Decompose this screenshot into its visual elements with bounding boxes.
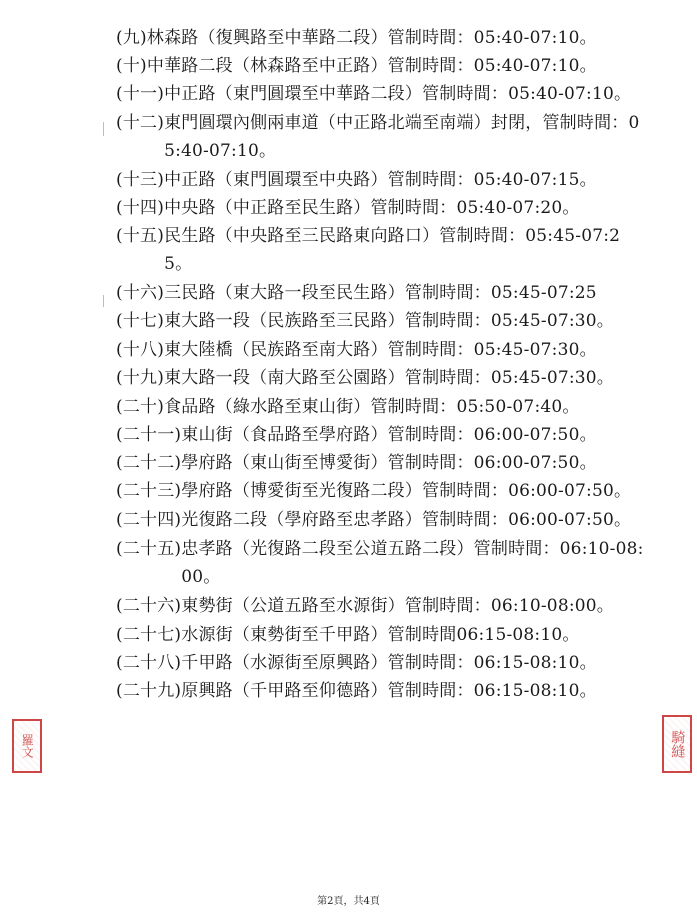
item-number: (十二) — [116, 113, 165, 133]
item-number: (二十) — [116, 397, 165, 417]
list-item — [116, 80, 646, 108]
item-number: (二十九) — [116, 681, 182, 701]
item-number: (二十七) — [116, 625, 182, 645]
item-text: 原興路（千甲路至仰德路）管制時間：06:15-08:10。 — [181, 681, 597, 701]
scan-mark — [103, 122, 104, 136]
item-number: (二十一) — [116, 425, 182, 445]
item-text: 東大陸橋（民族路至南大路）管制時間：05:45-07:30。 — [164, 340, 597, 360]
list-item — [116, 307, 646, 335]
item-number: (二十二) — [116, 453, 182, 473]
list-item — [116, 649, 646, 677]
list-item — [116, 506, 646, 534]
item-text: 東大路一段（民族路至三民路）管制時間：05:45-07:30。 — [164, 311, 615, 331]
item-number: (十七) — [116, 311, 165, 331]
item-number: (十一) — [116, 84, 165, 104]
item-number: (十) — [116, 56, 147, 76]
list-item — [116, 364, 646, 392]
list-item — [116, 109, 646, 165]
list-item — [116, 421, 646, 449]
list-item — [116, 477, 646, 505]
item-number: (十八) — [116, 340, 165, 360]
list-item — [116, 336, 646, 364]
left-seal-stamp: 羅文 — [12, 719, 42, 773]
list-item — [116, 222, 646, 278]
item-number: (十五) — [116, 226, 165, 246]
item-text: 中正路（東門圓環至中華路二段）管制時間：05:40-07:10。 — [164, 84, 632, 104]
item-number: (十六) — [116, 283, 165, 303]
list-item — [116, 166, 646, 194]
item-text: 東門圓環內側兩車道（中正路北端至南端）封閉，管制時間：05:40-07:10。 — [164, 113, 640, 161]
list-item — [116, 279, 646, 307]
item-number: (二十三) — [116, 481, 182, 501]
item-text: 學府路（博愛街至光復路二段）管制時間：06:00-07:50。 — [181, 481, 632, 501]
right-seal-stamp: 騎縫 — [662, 715, 692, 773]
scan-mark — [103, 295, 104, 307]
item-text: 水源街（東勢街至千甲路）管制時間06:15-08:10。 — [181, 625, 580, 645]
item-text: 中正路（東門圓環至中央路）管制時間：05:40-07:15。 — [164, 170, 597, 190]
control-list — [116, 24, 646, 705]
item-text: 東山街（食品路至學府路）管制時間：06:00-07:50。 — [181, 425, 597, 445]
item-number: (十九) — [116, 368, 165, 388]
item-text: 中華路二段（林森路至中正路）管制時間：05:40-07:10。 — [146, 56, 597, 76]
page-footer: 第2頁，共4頁 — [317, 896, 380, 907]
list-item — [116, 592, 646, 620]
list-item — [116, 24, 646, 52]
item-number: (十三) — [116, 170, 165, 190]
item-text: 忠孝路（光復路二段至公道五路二段）管制時間：06:10-08:00。 — [181, 539, 644, 587]
item-text: 三民路（東大路一段至民生路）管制時間：05:45-07:25 — [164, 283, 597, 303]
item-text: 東大路一段（南大路至公園路）管制時間：05:45-07:30。 — [164, 368, 615, 388]
item-text: 千甲路（水源街至原興路）管制時間：06:15-08:10。 — [181, 653, 597, 673]
item-number: (九) — [116, 28, 147, 48]
item-text: 食品路（綠水路至東山街）管制時間：05:50-07:40。 — [164, 397, 580, 417]
item-number: (二十六) — [116, 596, 182, 616]
item-text: 中央路（中正路至民生路）管制時間：05:40-07:20。 — [164, 198, 580, 218]
item-number: (二十八) — [116, 653, 182, 673]
item-number: (十四) — [116, 198, 165, 218]
list-item — [116, 52, 646, 80]
list-item — [116, 393, 646, 421]
list-item — [116, 449, 646, 477]
list-item — [116, 194, 646, 222]
item-text: 學府路（東山街至博愛街）管制時間：06:00-07:50。 — [181, 453, 597, 473]
item-text: 林森路（復興路至中華路二段）管制時間：05:40-07:10。 — [146, 28, 597, 48]
list-item — [116, 621, 646, 649]
item-text: 光復路二段（學府路至忠孝路）管制時間：06:00-07:50。 — [181, 510, 632, 530]
list-item — [116, 535, 646, 591]
item-number: (二十四) — [116, 510, 182, 530]
item-text: 東勢街（公道五路至水源街）管制時間：06:10-08:00。 — [181, 596, 614, 616]
item-number: (二十五) — [116, 539, 182, 559]
item-text: 民生路（中央路至三民路東向路口）管制時間：05:45-07:25。 — [164, 226, 621, 274]
list-item — [116, 677, 646, 705]
